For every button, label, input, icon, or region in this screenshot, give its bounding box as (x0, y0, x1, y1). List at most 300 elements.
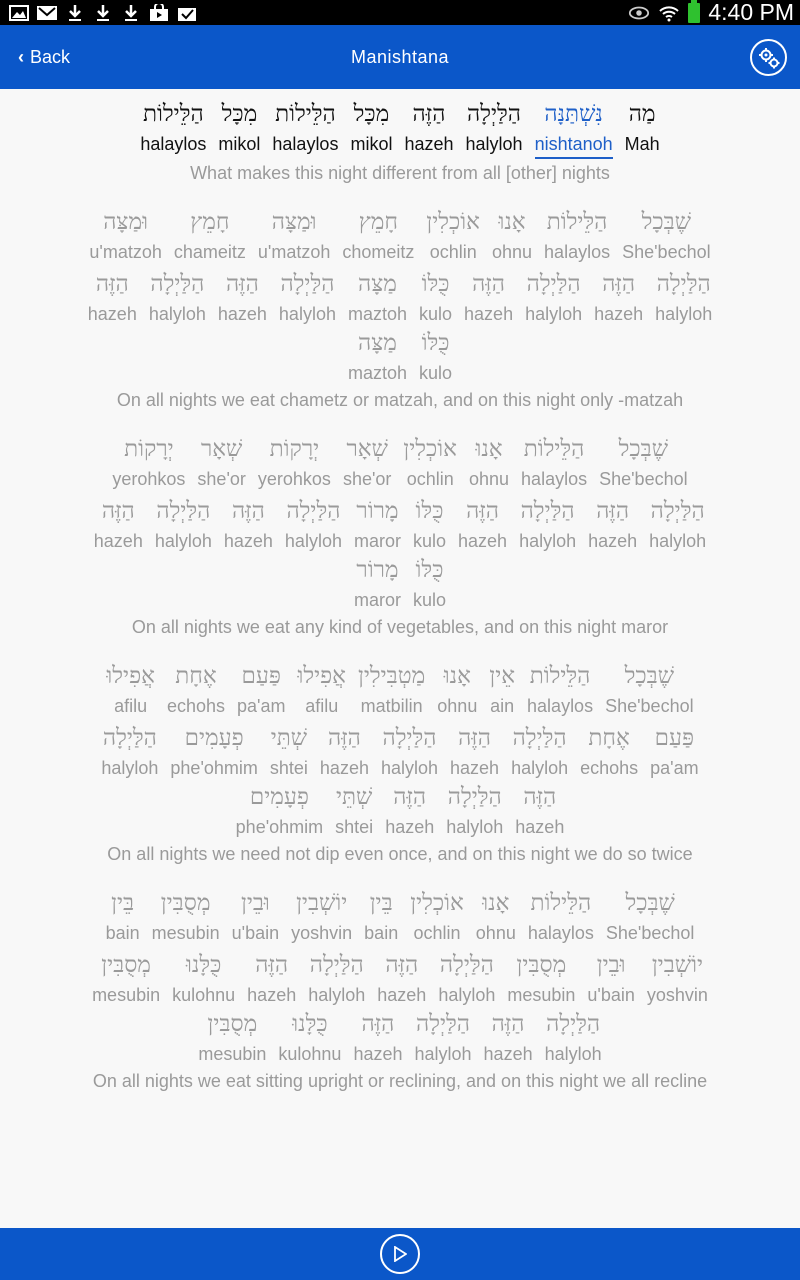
lyric-word[interactable] (218, 269, 267, 327)
hebrew-text: הַלַּיְלָה (156, 498, 211, 524)
lyric-word[interactable] (521, 434, 587, 492)
hebrew-text: מַצָּה (358, 271, 397, 297)
lyric-word[interactable] (232, 888, 279, 946)
hebrew-text: מָרוֹר (356, 498, 399, 524)
lyric-word[interactable] (155, 496, 212, 554)
lyric-word[interactable] (381, 723, 438, 781)
transliteration-text: hazeh (319, 758, 369, 778)
transliteration-text: mesubin (507, 985, 576, 1005)
lyric-word[interactable] (413, 496, 446, 554)
lyric-word[interactable] (519, 496, 576, 554)
transliteration-text: She'bechol (605, 696, 694, 716)
hebrew-text: הַזֶּה (458, 725, 491, 751)
hebrew-text: יְרָקוֹת (269, 436, 320, 462)
lyric-word[interactable] (489, 661, 515, 719)
hebrew-text: כֻּלּוֹ (421, 330, 450, 356)
lyric-word[interactable] (599, 434, 688, 492)
hebrew-text: כֻּלּוֹ (415, 557, 444, 583)
hebrew-text: מַה (628, 101, 656, 127)
hebrew-text: פַּעַם (654, 725, 695, 751)
lyric-line (0, 207, 800, 265)
transliteration-text: shtei (269, 758, 308, 778)
transliteration-text: chomeitz (342, 242, 415, 262)
lyric-word[interactable] (348, 328, 407, 386)
lyric-word[interactable] (106, 888, 140, 946)
lyric-word[interactable] (511, 723, 568, 781)
transliteration-text: hazeh (217, 304, 267, 324)
transliteration-text: pa'am (236, 696, 286, 716)
transliteration-text: maror (353, 531, 401, 551)
lyric-line (0, 269, 800, 327)
hebrew-text: חָמֵץ (190, 209, 230, 235)
hebrew-text: יוֹשְׁבִין (651, 952, 703, 978)
lyric-word[interactable] (140, 99, 206, 159)
lyric-word[interactable] (224, 496, 273, 554)
hebrew-text: כֻּלּוֹ (421, 271, 450, 297)
lyric-word[interactable] (580, 723, 638, 781)
lyric-word[interactable] (237, 661, 285, 719)
chevron-left-icon: ‹ (18, 46, 24, 67)
lyric-word[interactable] (476, 888, 516, 946)
hebrew-text: מִכָּל (353, 101, 390, 127)
transliteration-text: yoshvin (646, 985, 708, 1005)
hebrew-text: כֻּלּוֹ (415, 498, 444, 524)
hebrew-text: אֲפִילוּ (297, 663, 346, 689)
transliteration-text: halaylos (544, 242, 611, 262)
lyric-word[interactable] (426, 207, 480, 265)
transliteration-text: She'bechol (605, 923, 695, 943)
transliteration-text: hazeh (385, 817, 435, 837)
lyric-word[interactable] (484, 1009, 533, 1067)
hebrew-text: וּמַצָּה (103, 209, 149, 235)
transliteration-text: halyloh (284, 531, 342, 551)
hebrew-text: חָמֵץ (358, 209, 398, 235)
transliteration-text: hazeh (594, 304, 644, 324)
hebrew-text: הַזֶּה (466, 498, 499, 524)
hebrew-text: הַזֶּה (491, 1011, 525, 1037)
transliteration-text: halyloh (154, 531, 212, 551)
transliteration-text: hazeh (483, 1044, 533, 1064)
lyric-line (0, 782, 800, 840)
hebrew-text: הַלַּיְלָה (520, 498, 575, 524)
download-icon (120, 4, 142, 22)
transliteration-text: ochlin (413, 923, 461, 943)
verse-translation: On all nights we eat any kind of vegetables, and on this night maror (131, 617, 669, 637)
hebrew-text: שְׁתֵּי (336, 784, 373, 810)
transliteration-text: mikol (218, 134, 261, 154)
transliteration-text: kulohnu (172, 985, 236, 1005)
hebrew-text: הַלַּיְלָה (546, 1011, 601, 1037)
lyric-word[interactable] (353, 1009, 402, 1067)
download-icon (92, 4, 114, 22)
transliteration-text: kulo (412, 590, 447, 610)
lyric-word[interactable] (605, 661, 694, 719)
hebrew-text: אוֹכְלִין (410, 890, 464, 916)
lyric-word[interactable] (92, 950, 160, 1008)
transliteration-text: bain (364, 923, 399, 943)
lyric-word[interactable] (101, 723, 158, 781)
transliteration-text: afilu (305, 696, 339, 716)
hebrew-text: אוֹכְלִין (426, 209, 480, 235)
hebrew-text: אָנוּ (482, 890, 510, 916)
lyric-word[interactable] (291, 888, 352, 946)
lyric-word[interactable] (320, 723, 369, 781)
hebrew-text: הַלֵּילוֹת (530, 890, 592, 916)
hebrew-text: הַזֶּה (385, 952, 419, 978)
lyric-line (0, 555, 800, 613)
lyric-word[interactable] (419, 269, 452, 327)
hebrew-text: הַלַּיְלָה (526, 271, 581, 297)
lyric-word[interactable] (438, 950, 495, 1008)
hebrew-text: נִּשְׁתַּנָּה (544, 101, 603, 127)
transliteration-text: hazeh (515, 817, 565, 837)
hebrew-text: הַזֶּה (328, 725, 361, 751)
hebrew-text: בֵּין (369, 890, 393, 916)
lyric-word[interactable] (515, 782, 564, 840)
lyric-word[interactable] (112, 434, 185, 492)
transliteration-text: halyloh (438, 985, 496, 1005)
hebrew-text: כֻּלָּנוּ (185, 952, 222, 978)
lyric-word[interactable] (350, 99, 392, 159)
lyric-line (0, 950, 800, 1008)
status-bar (0, 0, 800, 25)
transliteration-text: halyloh (278, 304, 336, 324)
hebrew-text: יוֹשְׁבִין (296, 890, 348, 916)
hebrew-text: וּבֵין (596, 952, 626, 978)
lyric-word[interactable] (342, 207, 414, 265)
lyric-word[interactable] (308, 950, 365, 1008)
play-button[interactable] (380, 1234, 420, 1274)
transliteration-text: chameitz (173, 242, 246, 262)
transliteration-text: maror (353, 590, 401, 610)
transliteration-text: kulo (419, 363, 453, 383)
transliteration-text: pa'am (650, 758, 699, 778)
transliteration-text: echohs (580, 758, 639, 778)
hebrew-text: אָנוּ (498, 209, 526, 235)
transliteration-text: halaylos (527, 696, 594, 716)
transliteration-text: echohs (166, 696, 225, 716)
transliteration-text: ohnu (437, 696, 478, 716)
lyric-word[interactable] (410, 888, 464, 946)
lyric-word[interactable] (588, 496, 637, 554)
transliteration-text: afilu (114, 696, 148, 716)
lyric-word[interactable] (649, 496, 706, 554)
transliteration-text: ochlin (406, 469, 454, 489)
hebrew-text: הַלֵּילוֹת (546, 209, 608, 235)
lyric-word[interactable] (279, 269, 336, 327)
lyric-word[interactable] (247, 950, 296, 1008)
lyric-word[interactable] (404, 99, 453, 159)
lyric-word[interactable] (415, 1009, 472, 1067)
lyric-word[interactable] (258, 434, 331, 492)
transliteration-text: Mah (624, 134, 660, 154)
hebrew-text: מַצָּה (358, 330, 397, 356)
hebrew-text: הַזֶּה (361, 1011, 395, 1037)
lyric-line (0, 328, 800, 386)
verse-translation: On all nights we need not dip even once, and on this night we do so twice (107, 844, 693, 864)
transliteration-text: u'matzoh (257, 242, 331, 262)
transliteration-text: She'bechol (622, 242, 711, 262)
lyric-word[interactable] (525, 269, 582, 327)
transliteration-text: hazeh (353, 1044, 403, 1064)
lyric-word[interactable] (174, 207, 246, 265)
lyric-word[interactable] (606, 888, 695, 946)
hebrew-text: שֶׁבְּכָל (618, 436, 669, 462)
hebrew-text: הַזֶּה (231, 498, 265, 524)
transliteration-text: kulo (412, 531, 447, 551)
lyric-word[interactable] (278, 1009, 341, 1067)
transliteration-text: hazeh (450, 758, 500, 778)
lyric-line (0, 496, 800, 554)
hebrew-text: וּמַצָּה (271, 209, 317, 235)
hebrew-text: פְעָמִים (184, 725, 244, 751)
hebrew-text: הַלַּיְלָה (382, 725, 437, 751)
transliteration-text: u'matzoh (89, 242, 162, 262)
hebrew-text: שֶׁבְּכָל (641, 209, 692, 235)
lyric-word[interactable] (354, 555, 401, 613)
transliteration-text: halyloh (101, 758, 159, 778)
hebrew-text: הַזֶּה (596, 498, 630, 524)
hebrew-text: הַלַּיְלָה (102, 725, 157, 751)
hebrew-text: הַזֶּה (255, 952, 289, 978)
transliteration-text: halyloh (465, 134, 523, 154)
lyric-word[interactable] (545, 1009, 602, 1067)
transliteration-text: halyloh (446, 817, 504, 837)
gears-icon (757, 46, 781, 70)
lyric-word[interactable] (149, 269, 206, 327)
lyrics-content[interactable] (0, 89, 800, 1229)
lyric-word[interactable] (348, 269, 407, 327)
battery-icon (688, 3, 700, 23)
gallery-icon (8, 4, 30, 22)
hebrew-text: אֶחָת (175, 663, 217, 689)
hebrew-text: מְסֻבִּין (207, 1011, 258, 1037)
transliteration-text: hazeh (247, 985, 297, 1005)
lyric-word[interactable] (170, 723, 257, 781)
lyric-word[interactable] (413, 555, 446, 613)
wifi-icon (658, 4, 680, 22)
lyric-word[interactable] (419, 328, 452, 386)
lyric-word[interactable] (622, 207, 711, 265)
lyric-word[interactable] (343, 434, 391, 492)
transliteration-text: yerohkos (112, 469, 186, 489)
hebrew-text: הַלֵּילוֹת (275, 101, 336, 127)
transliteration-text: hazeh (464, 304, 514, 324)
hebrew-text: כֻּלָּנוּ (292, 1011, 328, 1037)
hebrew-text: שֶׁבְּכָל (625, 890, 675, 916)
transliteration-text: halyloh (380, 758, 439, 778)
hebrew-text: אָנוּ (443, 663, 471, 689)
lyric-word[interactable] (377, 950, 426, 1008)
transliteration-text: ain (490, 696, 515, 716)
lyric-word[interactable] (364, 888, 398, 946)
transliteration-text: shtei (335, 817, 374, 837)
settings-button[interactable] (750, 39, 787, 76)
transliteration-text: She'bechol (599, 469, 688, 489)
transliteration-text: she'or (197, 469, 246, 489)
hebrew-text: הַלַּיְלָה (286, 498, 341, 524)
hebrew-text: שְׁאָר (200, 436, 243, 462)
lyric-word[interactable] (446, 782, 503, 840)
lyric-word[interactable] (354, 496, 401, 554)
lyric-word[interactable] (358, 661, 425, 719)
hebrew-text: הַלַּיְלָה (447, 784, 502, 810)
mail-icon (36, 4, 58, 22)
hebrew-text: הַלֵּילוֹת (143, 101, 204, 127)
hebrew-text: אוֹכְלִין (403, 436, 457, 462)
hebrew-text: מְסֻבִּין (516, 952, 567, 978)
hebrew-text: אָנוּ (475, 436, 503, 462)
lyric-word[interactable] (106, 661, 155, 719)
lyric-word[interactable] (507, 950, 575, 1008)
transliteration-text: ohnu (469, 469, 510, 489)
lyric-line (0, 99, 800, 159)
transliteration-text: maztoh (347, 363, 407, 383)
lyric-line (0, 888, 800, 946)
lyric-word[interactable] (88, 269, 137, 327)
hebrew-text: הַזֶּה (602, 271, 636, 297)
hebrew-text: הַלַּיְלָה (309, 952, 364, 978)
app-bar (0, 25, 800, 89)
lyric-word[interactable] (218, 99, 260, 159)
hebrew-text: הַלַּיְלָה (467, 101, 522, 127)
hebrew-text: הַזֶּה (523, 784, 557, 810)
lyric-word[interactable] (403, 434, 457, 492)
hebrew-text: הַלֵּילוֹת (523, 436, 585, 462)
transliteration-text: mesubin (92, 985, 161, 1005)
transliteration-text: yoshvin (291, 923, 353, 943)
lyric-word[interactable] (270, 723, 308, 781)
hebrew-text: וּבֵין (240, 890, 270, 916)
transliteration-text: halyloh (308, 985, 366, 1005)
transliteration-text: u'bain (231, 923, 280, 943)
lyric-word[interactable] (172, 950, 235, 1008)
transliteration-text: she'or (342, 469, 392, 489)
transliteration-text: ohnu (492, 242, 533, 262)
lyric-word[interactable] (466, 99, 523, 159)
transliteration-text: yerohkos (257, 469, 331, 489)
lyric-word[interactable] (647, 950, 708, 1008)
hebrew-text: הַלַּיְלָה (650, 498, 705, 524)
transliteration-text: halaylos (272, 134, 339, 154)
hebrew-text: הַזֶּה (225, 271, 259, 297)
hebrew-text: אֵין (489, 663, 516, 689)
checklist-icon (176, 4, 198, 22)
hebrew-text: הַזֶּה (393, 784, 427, 810)
transliteration-text: hazeh (404, 134, 454, 154)
transliteration-text: halyloh (148, 304, 206, 324)
transliteration-text: halyloh (414, 1044, 472, 1064)
lyric-word[interactable] (297, 661, 346, 719)
lyric-word[interactable] (625, 99, 660, 159)
transliteration-text: ochlin (429, 242, 477, 262)
lyric-word[interactable] (450, 723, 499, 781)
lyric-word[interactable] (258, 207, 330, 265)
transliteration-text: mesubin (198, 1044, 267, 1064)
lyric-word[interactable] (528, 888, 594, 946)
hebrew-text: מִכָּל (221, 101, 258, 127)
transliteration-text: phe'ohmim (170, 758, 258, 778)
hebrew-text: מַטְבִּילִין (357, 663, 426, 689)
hebrew-text: הַזֶּה (412, 101, 446, 127)
hebrew-text: פְעָמִים (249, 784, 309, 810)
verse-translation: What makes this night different from all [other] nights (190, 163, 610, 183)
lyric-word[interactable] (464, 269, 513, 327)
clock: 4:40 PM (708, 0, 794, 25)
transliteration-text: halyloh (544, 1044, 602, 1064)
lyric-word[interactable] (650, 723, 698, 781)
transliteration-text: halaylos (527, 923, 594, 943)
lyric-word[interactable] (335, 782, 373, 840)
hebrew-text: יְרָקוֹת (124, 436, 174, 462)
download-icon (64, 4, 86, 22)
hebrew-text: שְׁתֵּי (270, 725, 308, 751)
lyric-word[interactable] (469, 434, 509, 492)
transliteration-text: hazeh (223, 531, 273, 551)
transliteration-text: hazeh (87, 304, 137, 324)
lyric-word[interactable] (544, 207, 610, 265)
transliteration-text: hazeh (588, 531, 638, 551)
transliteration-text: halyloh (511, 758, 569, 778)
lyric-word[interactable] (198, 1009, 266, 1067)
eye-icon (628, 4, 650, 22)
lyric-word[interactable] (272, 99, 338, 159)
transliteration-text: mikol (350, 134, 393, 154)
lyric-word[interactable] (89, 207, 161, 265)
transliteration-text: halyloh (525, 304, 583, 324)
lyric-word[interactable] (94, 496, 143, 554)
hebrew-text: הַלַּיְלָה (512, 725, 567, 751)
lyric-word[interactable] (587, 950, 634, 1008)
transliteration-text: halaylos (521, 469, 588, 489)
lyric-word[interactable] (458, 496, 507, 554)
transliteration-text: bain (105, 923, 140, 943)
transliteration-text: hazeh (458, 531, 508, 551)
transliteration-text: mesubin (151, 923, 220, 943)
lyric-word[interactable] (437, 661, 477, 719)
transliteration-text: halyloh (655, 304, 713, 324)
hebrew-text: הַלַּיְלָה (416, 1011, 471, 1037)
transliteration-text: kulo (419, 304, 453, 324)
lyric-word[interactable] (655, 269, 712, 327)
transliteration-text: halaylos (140, 134, 207, 154)
page-title: Manishtana (350, 47, 450, 67)
lyric-line (0, 723, 800, 781)
lyric-word[interactable] (152, 888, 220, 946)
back-label: Back (30, 46, 71, 67)
hebrew-text: הַלַּיְלָה (280, 271, 335, 297)
lyric-word[interactable] (197, 434, 245, 492)
transliteration-text: maztoh (347, 304, 407, 324)
lyric-word[interactable] (527, 661, 593, 719)
verse-translation: On all nights we eat sitting upright or reclining, and on this night we all recline (92, 1071, 708, 1091)
hebrew-text: אֲפִילוּ (106, 663, 155, 689)
hebrew-text: הַלַּיְלָה (439, 952, 494, 978)
hebrew-text: שֶׁבְּכָל (624, 663, 675, 689)
transliteration-text: kulohnu (278, 1044, 342, 1064)
lyric-word[interactable] (535, 99, 613, 159)
lyric-word[interactable] (285, 496, 342, 554)
hebrew-text: הַזֶּה (472, 271, 505, 297)
play-icon (393, 1246, 407, 1262)
lyric-word[interactable] (492, 207, 532, 265)
lyric-word[interactable] (594, 269, 643, 327)
hebrew-text: הַלַּיְלָה (150, 271, 205, 297)
transliteration-text: matbilin (360, 696, 423, 716)
lyric-word[interactable] (167, 661, 225, 719)
lyric-word[interactable] (236, 782, 323, 840)
lyric-word[interactable] (385, 782, 434, 840)
